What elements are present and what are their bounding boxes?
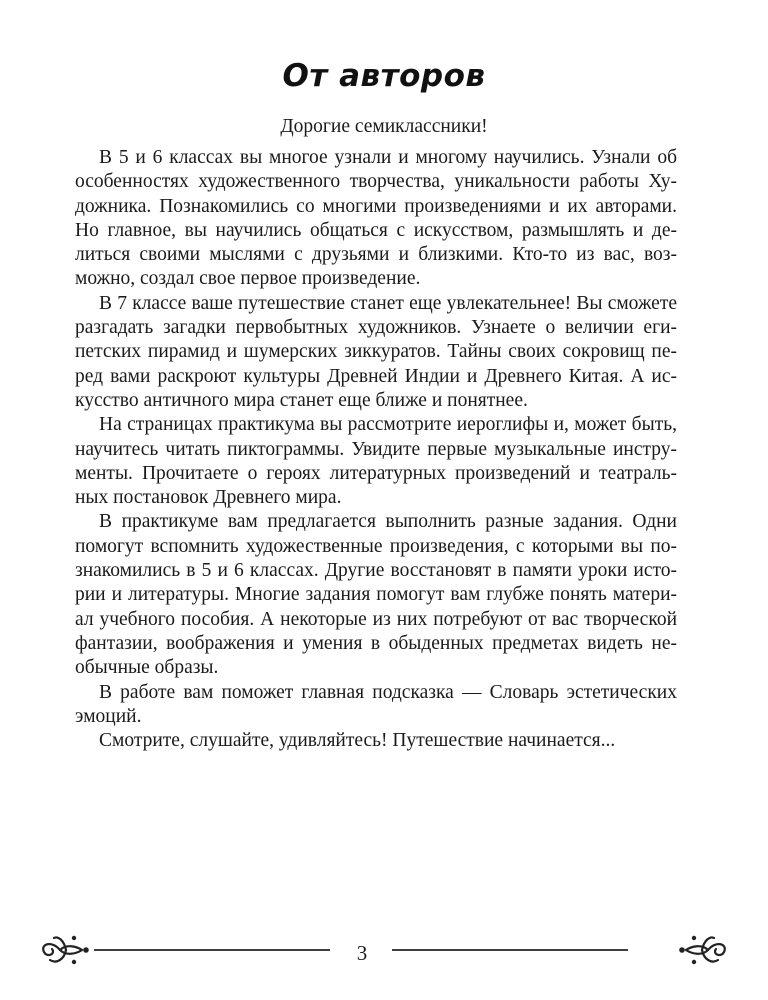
footer-ornament xyxy=(0,930,768,980)
left-scroll-flourish-icon xyxy=(43,936,89,964)
text-line: обычные образы. xyxy=(75,657,219,679)
text-line: В 7 классе ваше путешествие станет еще увлекательнее! Вы сможете xyxy=(99,292,677,314)
text-line: эмоций. xyxy=(75,705,142,727)
text-line: петских пирамид и шумерских зиккуратов. Тайны своих сокровищ пе- xyxy=(75,341,677,363)
paragraph-2 xyxy=(75,292,677,413)
text-line: кусство античного мира станет еще ближе и понятнее. xyxy=(75,389,528,411)
paragraph-3 xyxy=(75,413,677,510)
text-line: можно, создал свое первое произведение. xyxy=(75,268,421,290)
text-line: Смотрите, слушайте, удивляйтесь! Путешествие начинается... xyxy=(99,730,616,752)
text-line: помогут вспомнить художественные произведения, с которыми вы по- xyxy=(75,535,677,557)
text-line: литься своими мыслями с друзьями и близкими. Кто-то из вас, воз- xyxy=(75,244,677,266)
text-line: ред вами раскроют культуры Древней Индии и Древнего Китая. А ис- xyxy=(75,365,677,387)
paragraph-4 xyxy=(75,510,677,680)
text-line: менты. Прочитаете о героях литературных произведений и театраль- xyxy=(75,462,677,484)
text-line: ал учебного пособия. А некоторые из них потребуют от вас творческой xyxy=(75,608,677,630)
text-line: фантазии, воображения и умения в обыденных предметах видеть не- xyxy=(75,632,677,654)
page-footer xyxy=(0,930,768,980)
text-line: рии и литературы. Многие задания помогут вам глубже понять матери- xyxy=(75,584,677,606)
text-line: В 5 и 6 классах вы многое узнали и многому научились. Узнали об xyxy=(99,147,677,168)
page-number: 3 xyxy=(356,941,368,965)
paragraph-5 xyxy=(75,681,677,730)
text-line: особенностях художественного творчества, уникальности работы Ху- xyxy=(75,171,677,193)
text-line: разгадать загадки первобытных художников. Узнаете о величии еги- xyxy=(75,317,677,339)
text-line: дожника. Познакомились со многими произведениями и их авторами. xyxy=(75,195,677,217)
text-line: На страницах практикума вы рассмотрите иероглифы и, может быть, xyxy=(99,414,677,436)
page-title: От авторов xyxy=(282,58,486,94)
paragraph-1 xyxy=(75,146,677,292)
greeting: Дорогие семиклассники! xyxy=(280,116,488,137)
text-line: Но главное, вы научились общаться с искусством, размышлять и де- xyxy=(75,219,677,241)
right-scroll-flourish-icon xyxy=(679,936,725,964)
paragraph-6 xyxy=(75,729,677,753)
body-text xyxy=(75,146,677,753)
text-line: научитесь читать пиктограммы. Увидите первые музыкальные инстру- xyxy=(75,438,677,460)
text-line: ных постановок Древнего мира. xyxy=(75,487,342,509)
text-line: В практикуме вам предлагается выполнить разные задания. Одни xyxy=(99,511,677,533)
text-line: В работе вам поможет главная подсказка — Словарь эстетических xyxy=(99,681,677,703)
text-line: знакомились в 5 и 6 классах. Другие восстановят в памяти уроки исто- xyxy=(75,560,677,582)
